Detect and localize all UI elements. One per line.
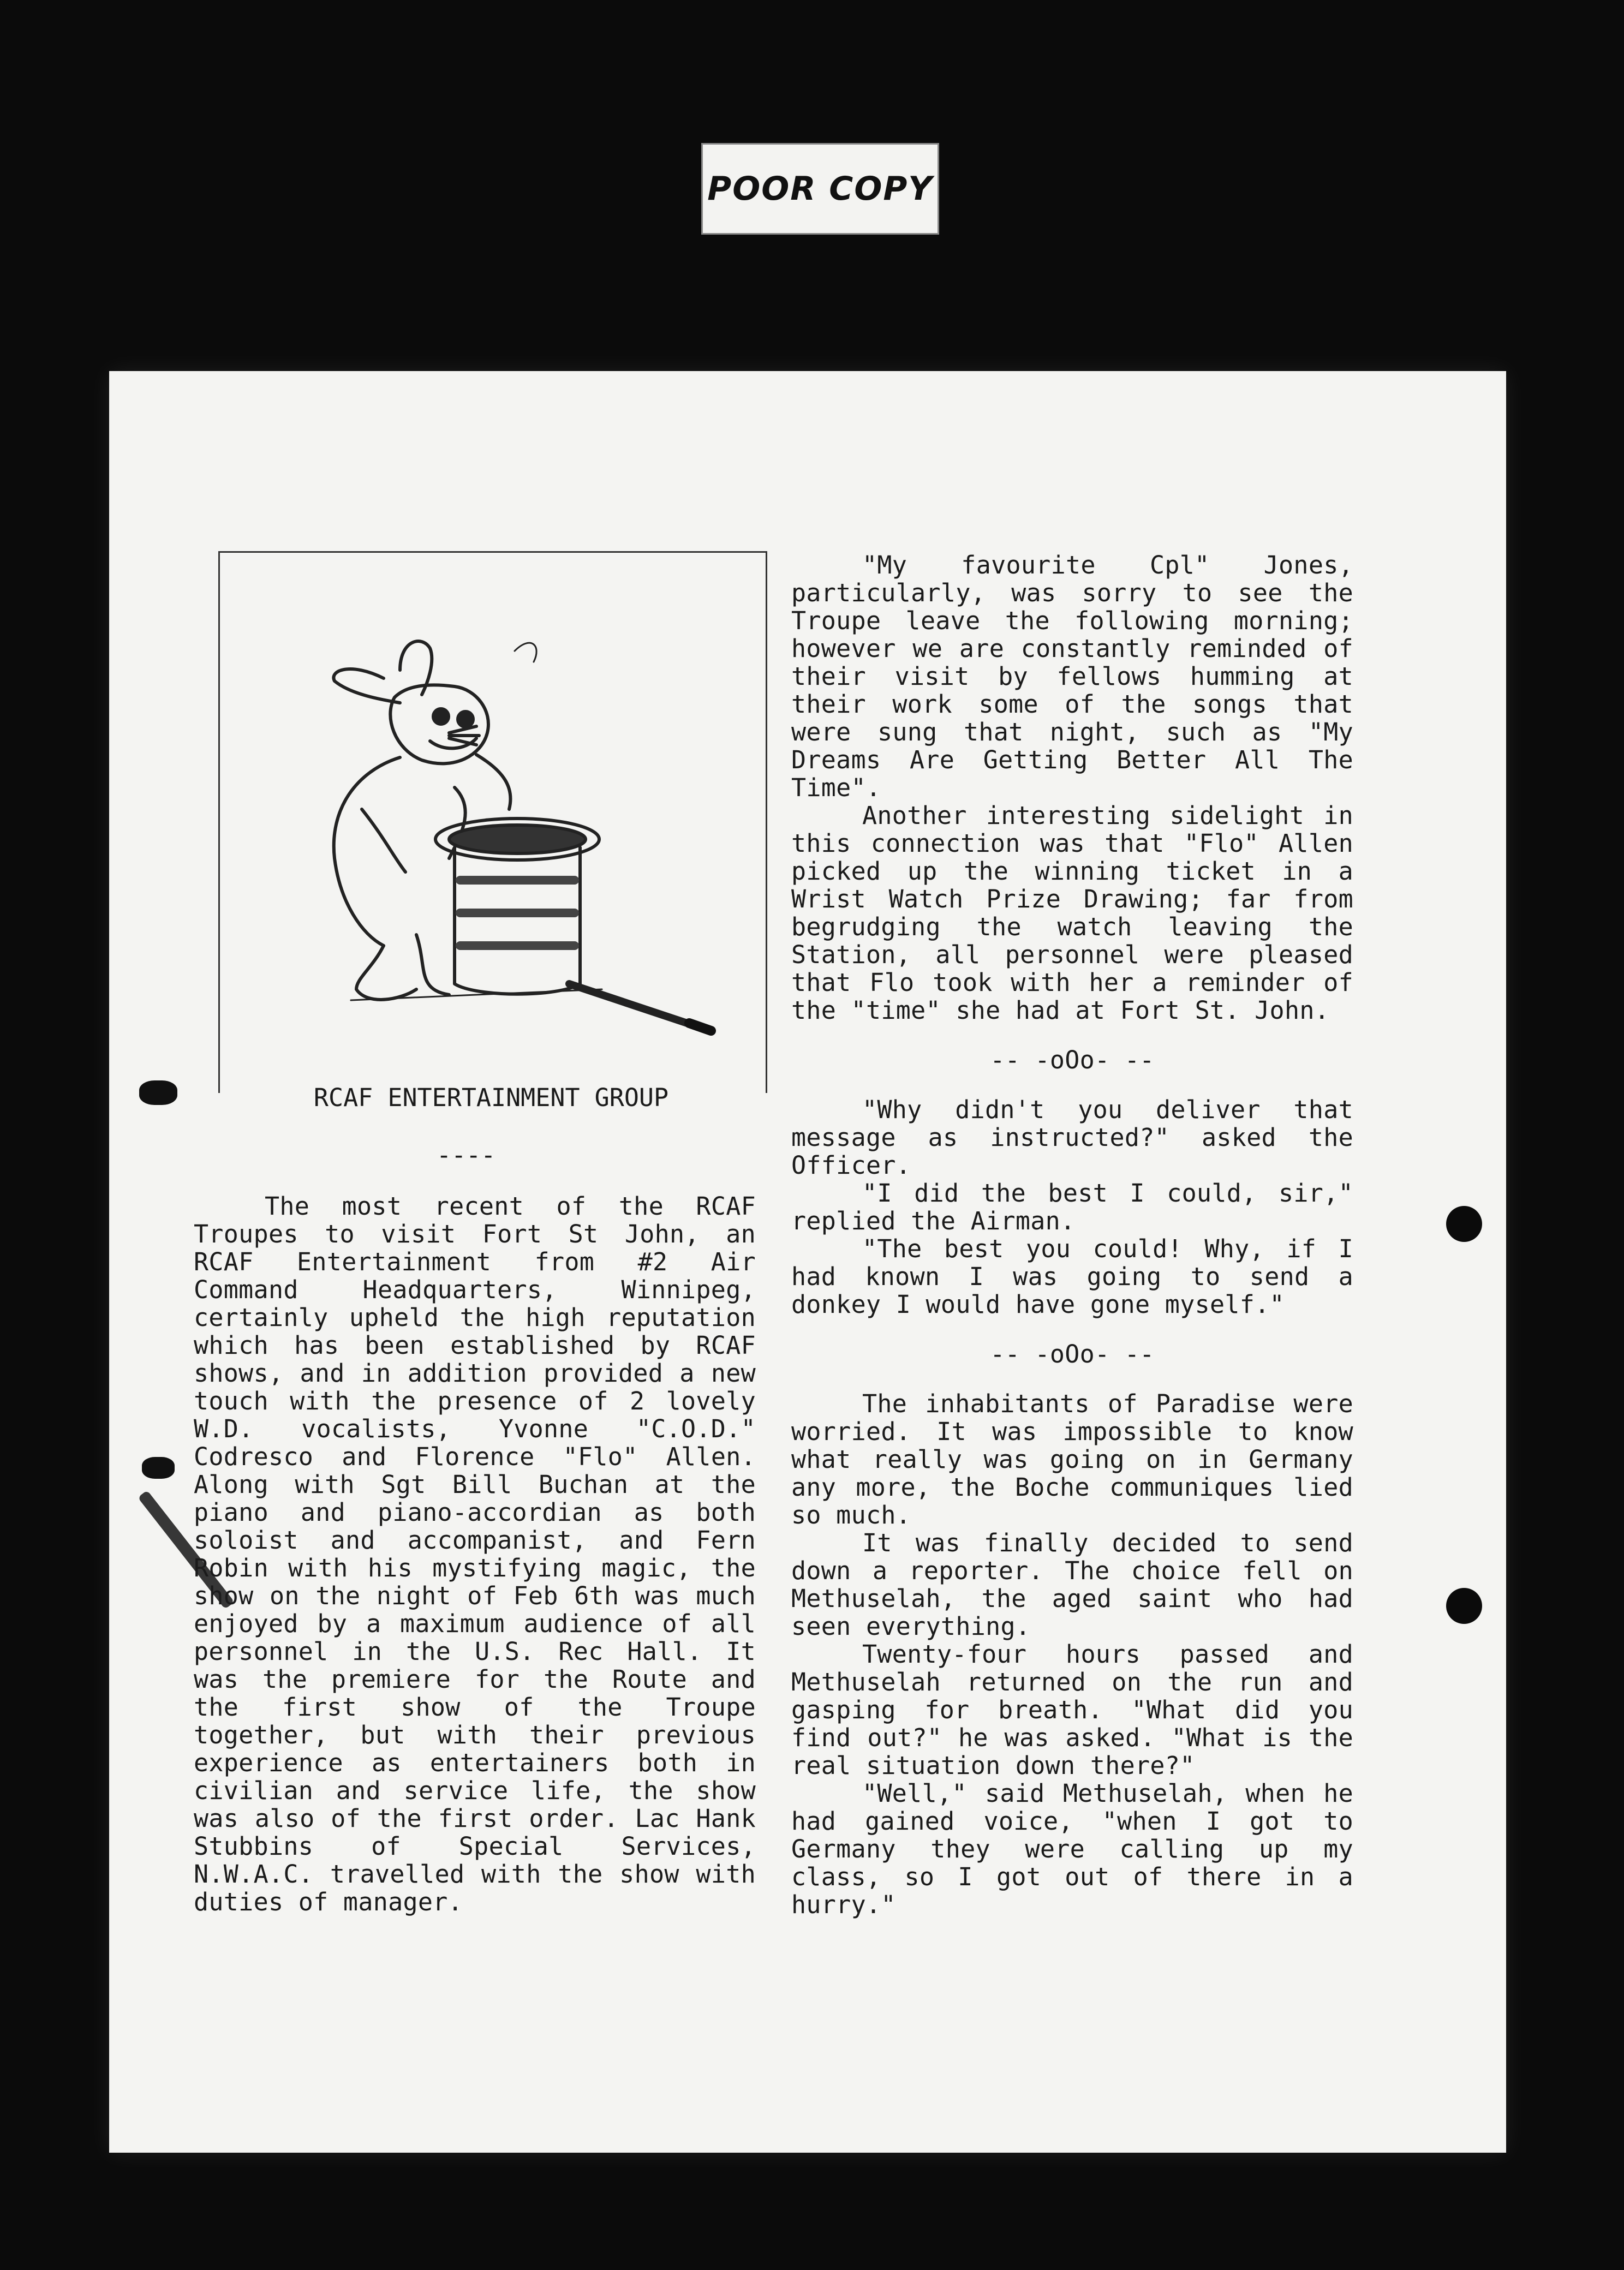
officer-retort: "The best you could! Why, if I had known I was going to send a donkey I would have gone myself." [791,1234,1353,1319]
reporter-paragraph: It was finally decided to send down a reporter. The choice fell on Methuselah, the aged saint who had seen everything. [791,1528,1353,1641]
punch-hole-bottom [1446,1588,1482,1624]
poor-copy-label: POOR COPY [701,143,939,235]
jones-paragraph: "My favourite Cpl" Jones, particularly, was sorry to see the Troupe leave the following morning; however we are constantly reminded of their visit by fellows humming at their work some of the songs that were sung that night, such as "My Dreams Are Getting Better All The Time". [791,551,1353,802]
paradise-paragraph: The inhabitants of Paradise were worried. It was impossible to know what really was going on in Germany any more, the Boche communiques lied so much. [791,1389,1353,1530]
document-page [109,371,1506,2153]
section-rule: ---- [437,1140,496,1169]
methuselah-answer-paragraph: "Well," said Methuselah, when he had gained voice, "when I got to Germany they were calling up my class, so I got out of there in a hurry." [791,1779,1353,1919]
airman-reply: "I did the best I could, sir," replied the Airman. [791,1179,1353,1235]
ink-blot [139,1080,177,1105]
illustration-caption: RCAF ENTERTAINMENT GROUP [313,1083,669,1112]
sidelight-paragraph: Another interesting sidelight in this connection was that "Flo" Allen picked up the winning ticket in a Wrist Watch Prize Drawing; far from begrudging the watch leaving the Station, all personnel were pleased that Flo took with her a reminder of the "time" she had at Fort St. John. [791,801,1353,1025]
left-column [194,1192,756,1916]
right-column [791,551,1353,1919]
methuselah-return-paragraph: Twenty-four hours passed and Methuselah returned on the run and gasping for breath. "What did you find out?" he was asked. "What is the real situation down there?" [791,1640,1353,1780]
illustration-frame [218,551,767,1093]
rabbit-with-top-hat-illustration [220,553,766,1093]
separator-2: -- -oOo- -- [990,1340,1155,1369]
separator-1: -- -oOo- -- [990,1046,1155,1074]
troupe-article-paragraph: The most recent of the RCAF Troupes to visit Fort St John, an RCAF Entertainment from #2 Air Command Headquarters, Winnipeg, certainly upheld the high reputation which has been established by RCAF shows, and in addition provided a new touch with the presence of 2 lovely W.D. vocalists, Yvonne "C.O.D." Codresco and Florence "Flo" Allen. Along with Sgt Bill Buchan at the piano and piano-accordian as both soloist and accompanist, and Fern Robin with his mystifying magic, the show on the night of Feb 6th was much enjoyed by a maximum audience of all personnel in the U.S. Rec Hall. It was the premiere for the Route and the first show of the Troupe together, but with their previous experience as entertainers both in civilian and service life, the show was also of the first order. Lac Hank Stubbins of Special Services, N.W.A.C. travelled with the show with duties of manager. [194,1192,756,1916]
officer-question: "Why didn't you deliver that message as instructed?" asked the Officer. [791,1095,1353,1180]
punch-hole-top [1446,1206,1482,1242]
ink-mark [142,1457,175,1479]
